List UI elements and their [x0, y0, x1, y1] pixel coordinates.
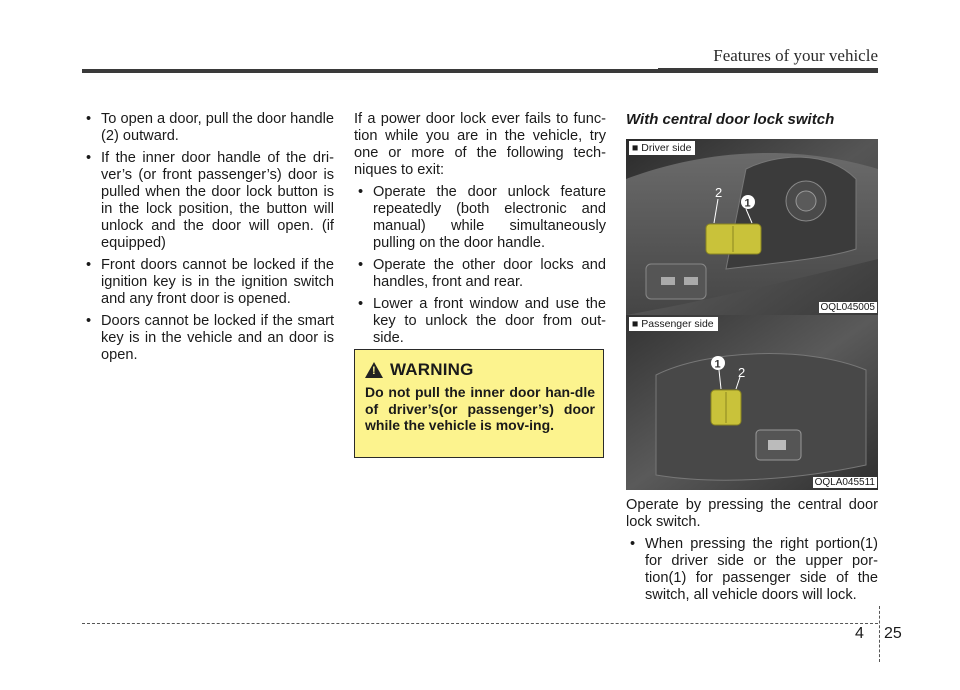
warning-box — [354, 349, 604, 458]
paragraph: Operate by pressing the central door lock switch. — [626, 497, 878, 530]
list-item: • To open a door, pull the door handle (2) outward. — [86, 111, 334, 144]
door-switch-illustration — [626, 315, 878, 490]
subheading: With central door lock switch — [626, 111, 835, 128]
door-switch-illustration — [626, 139, 878, 315]
list-item: • If the inner door handle of the dri-ver’s (or front passenger’s) door is pulled when the door lock button is in the lock position, the button will unlock and the door will open. (if equipped) — [86, 150, 334, 251]
callout-1: 1 — [744, 197, 751, 210]
bullet-list — [82, 111, 334, 364]
figure-tag: ■ Passenger side — [629, 317, 718, 331]
paragraph: If a power door lock ever fails to func-tion while you are in the vehicle, try one or more of the following tech-niques to exit: — [354, 111, 606, 178]
column-2 — [354, 111, 606, 352]
section-title: Features of your vehicle — [713, 46, 878, 65]
bullet-list — [354, 184, 606, 347]
list-item: • Operate the door unlock feature repeatedly (both electronic and manual) while simultaneously pulling on the door handle. — [358, 184, 606, 251]
callout-2: 2 — [738, 365, 746, 380]
page-number-separator — [879, 606, 880, 662]
list-item: • Front doors cannot be locked if the ignition key is in the ignition switch and any front door is opened. — [86, 257, 334, 307]
figure-code: OQL045005 — [820, 302, 875, 313]
chapter-number: 4 — [855, 625, 864, 642]
passenger-side-figure — [626, 315, 878, 490]
column-3-text — [626, 497, 878, 609]
column-1 — [82, 111, 334, 369]
callout-2: 2 — [715, 185, 723, 200]
warning-title: WARNING — [390, 360, 474, 379]
list-item: • When pressing the right portion(1) for driver side or the upper por-tion(1) for passenger side of the switch, all vehicle doors will lock. — [630, 536, 878, 603]
warning-triangle-icon: ! — [365, 362, 383, 378]
figure-code: OQLA045511 — [814, 477, 875, 488]
list-item: • Lower a front window and use the key to unlock the door from out-side. — [358, 296, 606, 346]
figure-tag: ■ Driver side — [629, 141, 695, 155]
bullet-list — [626, 536, 878, 604]
list-item: • Doors cannot be locked if the smart key is in the vehicle and an door is open. — [86, 313, 334, 363]
page-number: 25 — [884, 625, 902, 642]
footer-rule — [82, 623, 878, 624]
warning-header — [365, 360, 474, 380]
list-item: • Operate the other door locks and handles, front and rear. — [358, 257, 606, 290]
driver-side-figure — [626, 139, 878, 315]
warning-text: Do not pull the inner door han-dle of driver’s(or passenger’s) door while the vehicle is mov-ing. — [365, 384, 595, 433]
callout-1: 1 — [714, 358, 721, 371]
header-rule — [82, 69, 878, 73]
